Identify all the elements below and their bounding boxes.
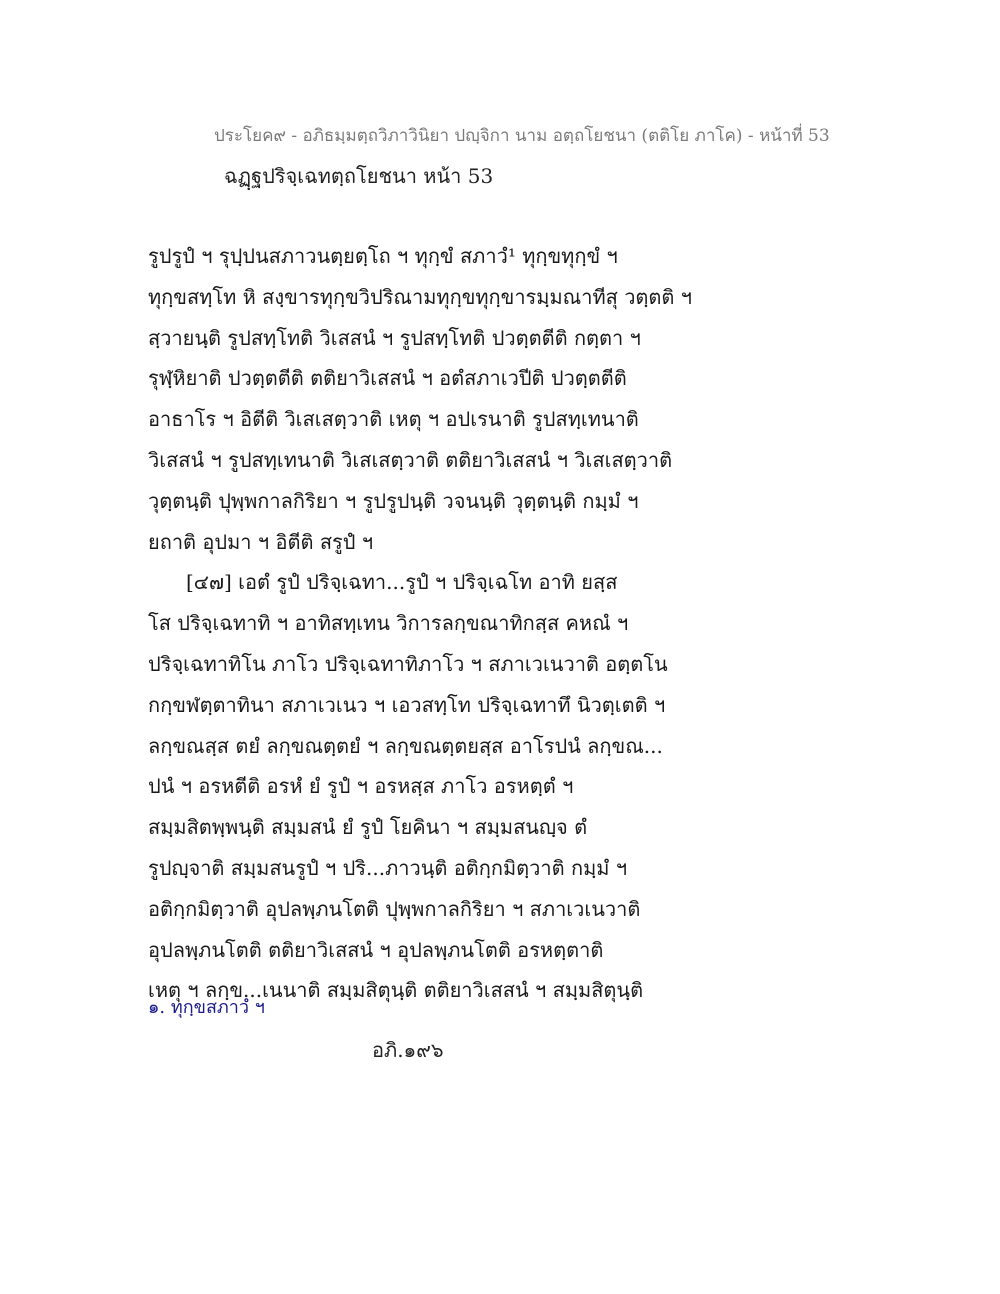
running-header: ประโยค๙ - อภิธมฺมตฺถวิภาวินิยา ปญฺจิกา นาม อตฺถโยชนา (ตติโย ภาโค) - หน้าที่ 53 — [214, 126, 830, 146]
body-line: อติกฺกมิตฺวาติ อุปลพฺภนโตติ ปุพฺพกาลกิริยา ฯ สภาเวเนวาติ — [148, 896, 641, 921]
body-line: ลกฺขณสฺส ตยํ ลกฺขณตฺตยํ ฯ ลกฺขณตฺตยสฺส อาโรปนํ ลกฺขณ... — [148, 733, 663, 758]
body-line: กกฺขฬตฺตาทินา สภาเวเนว ฯ เอวสทฺโท ปริจฺเฉทาทึ นิวตฺเตติ ฯ — [148, 692, 666, 717]
body-line: ปริจฺเฉทาทิโน ภาโว ปริจฺเฉทาทิภาโว ฯ สภาเวเนวาติ อตฺตโน — [148, 651, 668, 676]
footnote: ๑. ทุกฺขสภาวํ ฯ — [148, 997, 265, 1018]
body-line: อุปลพฺภนโตติ ตติยาวิเสสนํ ฯ อุปลพฺภนโตติ อรหตฺตาติ — [148, 937, 604, 962]
body-line: รูปรูปํ ฯ รุปฺปนสภาวนตฺยตฺโถ ฯ ทุกฺขํ สภาวํ¹ ทุกฺขทุกฺขํ ฯ — [148, 244, 618, 268]
body-line: ยถาติ อุปมา ฯ อิตีติ สรูปํ ฯ — [148, 529, 374, 554]
paragraph-start-line: [๔๗] เอตํ รูปํ ปริจฺเฉทา...รูปํ ฯ ปริจฺเฉโท อาทิ ยสฺส — [186, 570, 618, 595]
section-subtitle: ฉฏฺฐปริจฺเฉทตฺถโยชนา หน้า 53 — [224, 164, 494, 188]
body-line: สมฺมสิตพฺพนฺติ สมฺมสนํ ยํ รูปํ โยคินา ฯ สมฺมสนญฺจ ตํ — [148, 815, 588, 840]
page-reference: อภิ.๑๙๖ — [372, 1038, 444, 1062]
body-line: ทุกฺขสทฺโท หิ สงฺขารทุกฺขวิปริณามทุกฺขทุกฺขารมฺมณาทีสุ วตฺตติ ฯ — [148, 284, 692, 309]
body-line: สฺวายนฺติ รูปสทฺโทติ วิเสสนํ ฯ รูปสทฺโทติ ปวตฺตตีติ กตฺตา ฯ — [148, 325, 641, 350]
body-line: อาธาโร ฯ อิตีติ วิเสเสตฺวาติ เหตุ ฯ อปเรนาติ รูปสทฺเทนาติ — [148, 407, 639, 432]
body-line: โส ปริจฺเฉทาทิ ฯ อาทิสทฺเทน วิการลกฺขณาทิกสฺส คหณํ ฯ — [148, 611, 629, 636]
body-line: รูปญฺจาติ สมฺมสนรูปํ ฯ ปริ...ภาวนฺติ อติกฺกมิตฺวาติ กมฺมํ ฯ — [148, 855, 628, 880]
body-line: เหตุ ฯ ลกฺข...เนนาติ สมฺมสิตุนฺติ ตติยาวิเสสนํ ฯ สมฺมสิตุนฺติ — [148, 978, 644, 1003]
body-text — [148, 236, 708, 1011]
body-line: วุตฺตนฺติ ปุพฺพกาลกิริยา ฯ รูปรูปนฺติ วจนนฺติ วุตฺตนฺติ กมฺมํ ฯ — [148, 488, 639, 513]
body-line: ปนํ ฯ อรหตีติ อรหํ ยํ รูปํ ฯ อรหสฺส ภาโว อรหตฺตํ ฯ — [148, 774, 574, 799]
body-line: วิเสสนํ ฯ รูปสทฺเทนาติ วิเสเสตฺวาติ ตติยาวิเสสนํ ฯ วิเสเสตฺวาติ — [148, 447, 673, 472]
body-line: รุฬฺหิยาติ ปวตฺตตีติ ตติยาวิเสสนํ ฯ อตํสภาเวปีติ ปวตฺตตีติ — [148, 366, 627, 391]
